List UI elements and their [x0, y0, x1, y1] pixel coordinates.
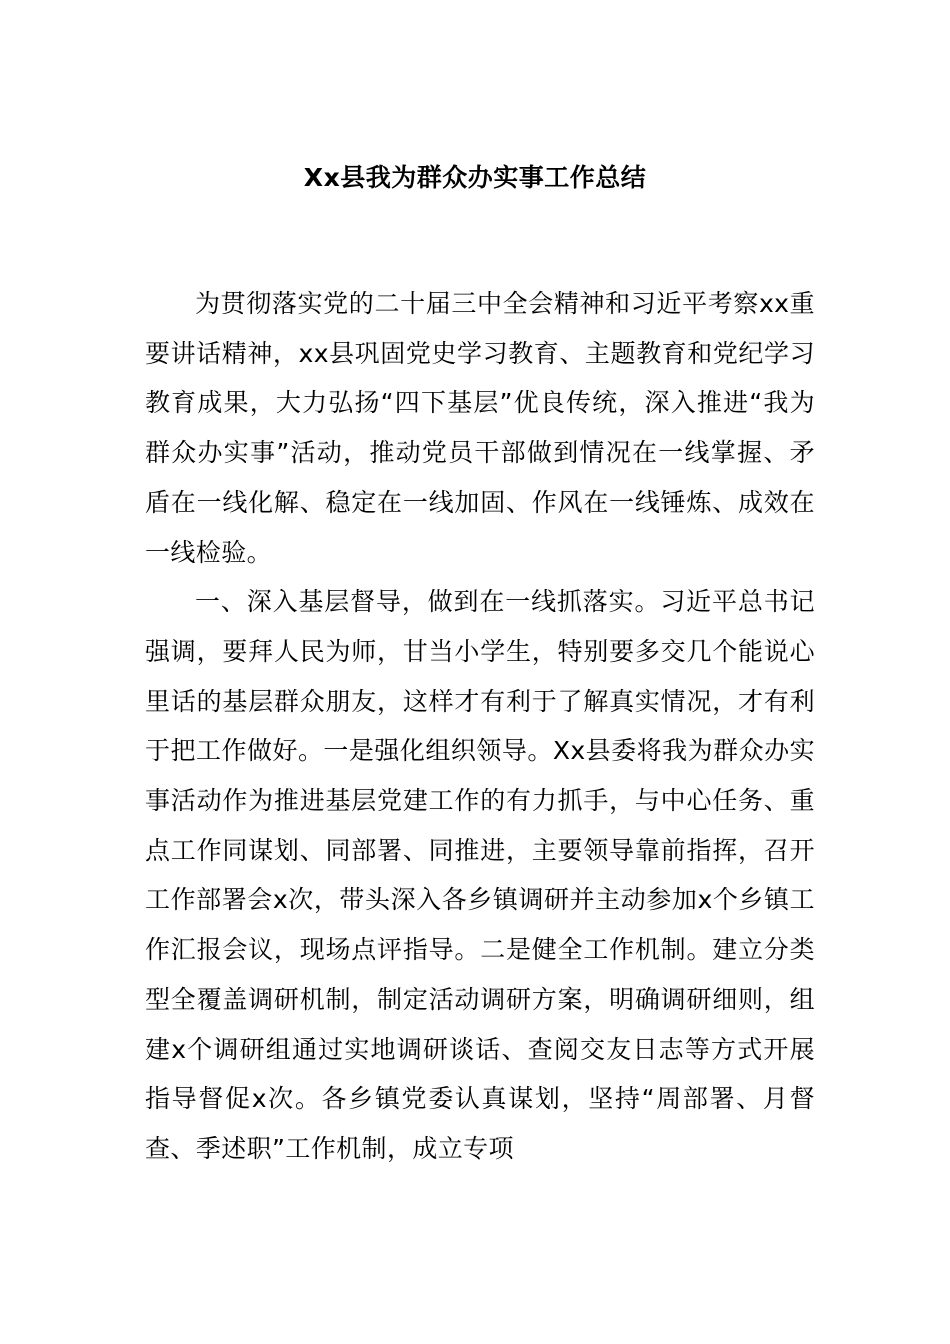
paragraph-intro: 为贯彻落实党的二十届三中全会精神和习近平考察xx重要讲话精神，xx县巩固党史学习教育、主题教育和党纪学习教育成果，大力弘扬“四下基层”优良传统，深入推进“我为群众办实事”活动，推动党员干部做到情况在一线掌握、矛盾在一线化解、稳定在一线加固、作风在一线锤炼、成效在一线检验。 [145, 289, 815, 567]
paragraph-section-one: 一、深入基层督导，做到在一线抓落实。习近平总书记强调，要拜人民为师，甘当小学生，特别要多交几个能说心里话的基层群众朋友，这样才有利于了解真实情况，才有利于把工作做好。一是强化组织领导。Xx县委将我为群众办实事活动作为推进基层党建工作的有力抓手，与中心任务、重点工作同谋划、同部署、同推进，主要领导靠前指挥，召开工作部署会x次，带头深入各乡镇调研并主动参加x个乡镇工作汇报会议，现场点评指导。二是健全工作机制。建立分类型全覆盖调研机制，制定活动调研方案，明确调研细则，组建x个调研组通过实地调研谈话、查阅交友日志等方式开展指导督促x次。各乡镇党委认真谋划，坚持“周部署、月督查、季述职”工作机制，成立专项 [145, 587, 815, 1163]
document-title: Xx县我为群众办实事工作总结 [303, 163, 647, 192]
document-body [145, 279, 815, 1174]
